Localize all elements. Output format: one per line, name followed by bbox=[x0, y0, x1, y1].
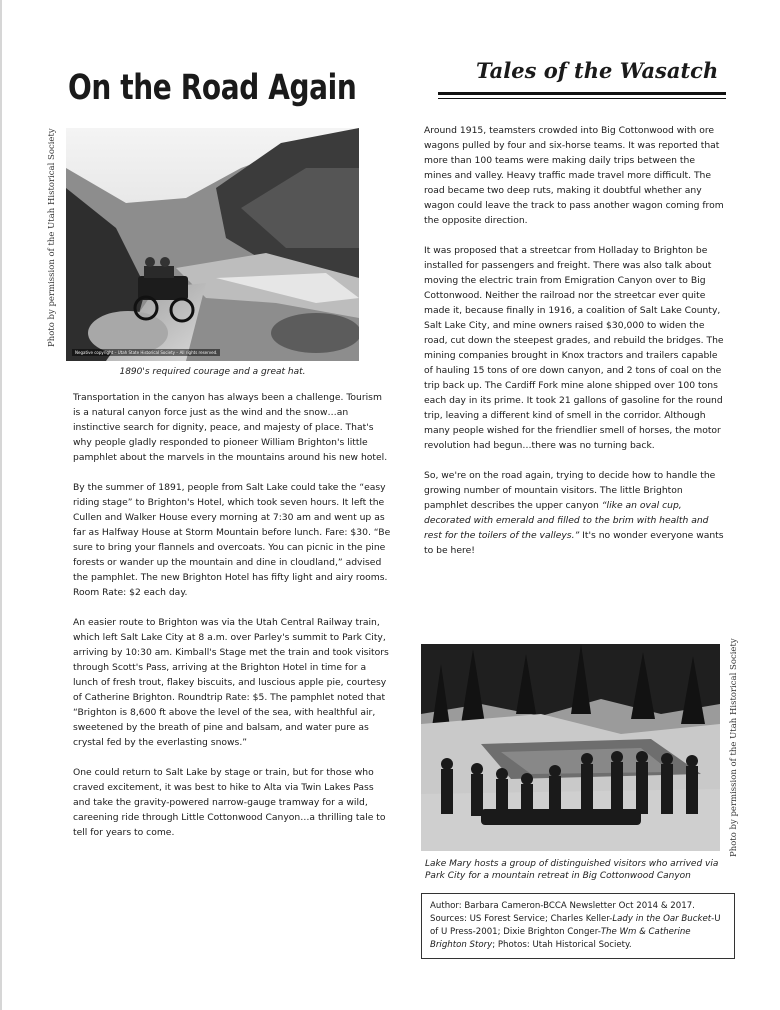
column-masthead: Tales of the Wasatch bbox=[476, 58, 719, 83]
paragraph: An easier route to Brighton was via the Utah Central Railway train, which left Salt Lake City at 8 a.m. over Parley's summit to Park City, arriving by 10:30 am. Kimball's Stage met the train and took visitors through Scott's Pass, arriving at the Brighton Hotel in time for a lunch of fresh trout, flakey biscuits, and luscious apple pie, courtesy of Catherine Brighton. Roundtrip Rate: $5. The pamphlet noted that “Brighton is 8,600 ft above the level of the sea, with healthful air, sweetened by the breath of pine and balsam, and water pure as crystal fed by the everlasting snows.” bbox=[73, 617, 389, 748]
sources-text: ; Photos: Utah Historical Society. bbox=[492, 940, 632, 950]
author-credit: Author: Barbara Cameron-BCCA Newsletter Oct 2014 & 2017. bbox=[430, 901, 695, 911]
page-edge bbox=[0, 0, 2, 1010]
photo-credit: Photo by permission of the Utah Historical Society bbox=[729, 638, 739, 857]
sources-list bbox=[430, 913, 726, 952]
sources-box bbox=[421, 893, 735, 959]
paragraph: Around 1915, teamsters crowded into Big Cottonwood with ore wagons pulled by four and six-horse teams. It was reported that more than 100 teams were making daily trips between the mines and valley. Heavy traffic made travel more difficult. The road became two deep ruts, making it doubtful whether any wagon could leave the track to pass another wagon coming from the opposite direction. bbox=[424, 125, 724, 226]
article-title: On the Road Again bbox=[68, 68, 357, 108]
paragraph: It was proposed that a streetcar from Holladay to Brighton be installed for passengers and freight. There was also talk about moving the electric train from Emigration Canyon over to Big Cottonwood. Neither the railroad nor the streetcar ever quite made it, because finally in 1916, a coalition of Salt Lake County, Salt Lake City, and mine owners raised $30,000 to widen the road, cut down the steepest grades, and rebuild the bridges. The mining companies brought in Knox tractors and trailers capable of hauling 15 tons of ore down canyon, and 2 tons of coal on the trip back up. The Cardiff Fork mine alone shipped over 100 tons each day in its prime. It took 21 gallons of gasoline for the round trip, leaving a different kind of smell in the corridor. Although many people wished for the friendlier smell of horses, the motor revolution had begun…there was no turning back. bbox=[424, 245, 724, 451]
paragraph: By the summer of 1891, people from Salt Lake could take the “easy riding stage” to Brighton's Hotel, which took seven hours. It left the Cullen and Walker House every morning at 7:30 am and went up as far as Halfway House at Storm Mountain before lunch. Fare: $30. “Be sure to bring your flannels and overcoats. You can picnic in the pine forests or wander up the mountain and dine in cloudland,” advised the pamphlet. The new Brighton Hotel has fifty light and airy rooms. Room Rate: $2 each day. bbox=[73, 482, 391, 598]
paragraph: Transportation in the canyon has always been a challenge. Tourism is a natural canyon force just as the wind and the snow…an instinctive search for dignity, peace, and majesty of place. That's why people gladly responded to pioneer William Brighton's little pamphlet about the marvels in the mountains around his new hotel. bbox=[73, 392, 388, 463]
photo-caption: Lake Mary hosts a group of distinguished visitors who arrived via Park City for a mountain retreat in Big Cottonwood Canyon bbox=[425, 859, 719, 881]
pamphlet-quote: “like an oval cup, decorated with emerald and filled to the brim with health and rest for the toilers of the valleys.” bbox=[424, 500, 709, 541]
sources-text: -U of U Press-2001; Dixie Brighton Conger- bbox=[430, 914, 721, 937]
canyon-car-photo bbox=[66, 128, 359, 361]
book-title: Lady in the Oar Bucket bbox=[612, 914, 712, 924]
sources-text: Sources: US Forest Service; Charles Keller- bbox=[430, 914, 613, 924]
left-column bbox=[73, 390, 391, 855]
paragraph-text: So, we're on the road again, trying to decide how to handle the growing number of mountain visitors. The little Brighton pamphlet describes the upper canyon bbox=[424, 470, 716, 511]
paragraph: One could return to Salt Lake by stage or train, but for those who craved excitement, it was best to hike to Alta via Twin Lakes Pass and take the gravity-powered narrow-gauge tramway for a wild, careening ride through Little Cottonwood Canyon…a thrilling tale to tell for years to come. bbox=[73, 767, 386, 838]
right-column bbox=[424, 123, 724, 573]
lake-mary-group-photo bbox=[421, 644, 720, 851]
photo-credit: Photo by permission of the Utah Historical Society bbox=[47, 128, 57, 347]
photo-caption: 1890's required courage and a great hat. bbox=[119, 367, 306, 377]
book-title: The Wm & Catherine Brighton Story bbox=[430, 927, 691, 950]
photo-copyright-tag: Negative copyright – Utah State Historical Society – All rights reserved. bbox=[72, 349, 220, 356]
masthead-rule bbox=[438, 92, 726, 95]
paragraph bbox=[424, 468, 724, 558]
paragraph-text: It's no wonder everyone wants to be here! bbox=[424, 530, 724, 556]
masthead-rule-thin bbox=[438, 98, 726, 99]
